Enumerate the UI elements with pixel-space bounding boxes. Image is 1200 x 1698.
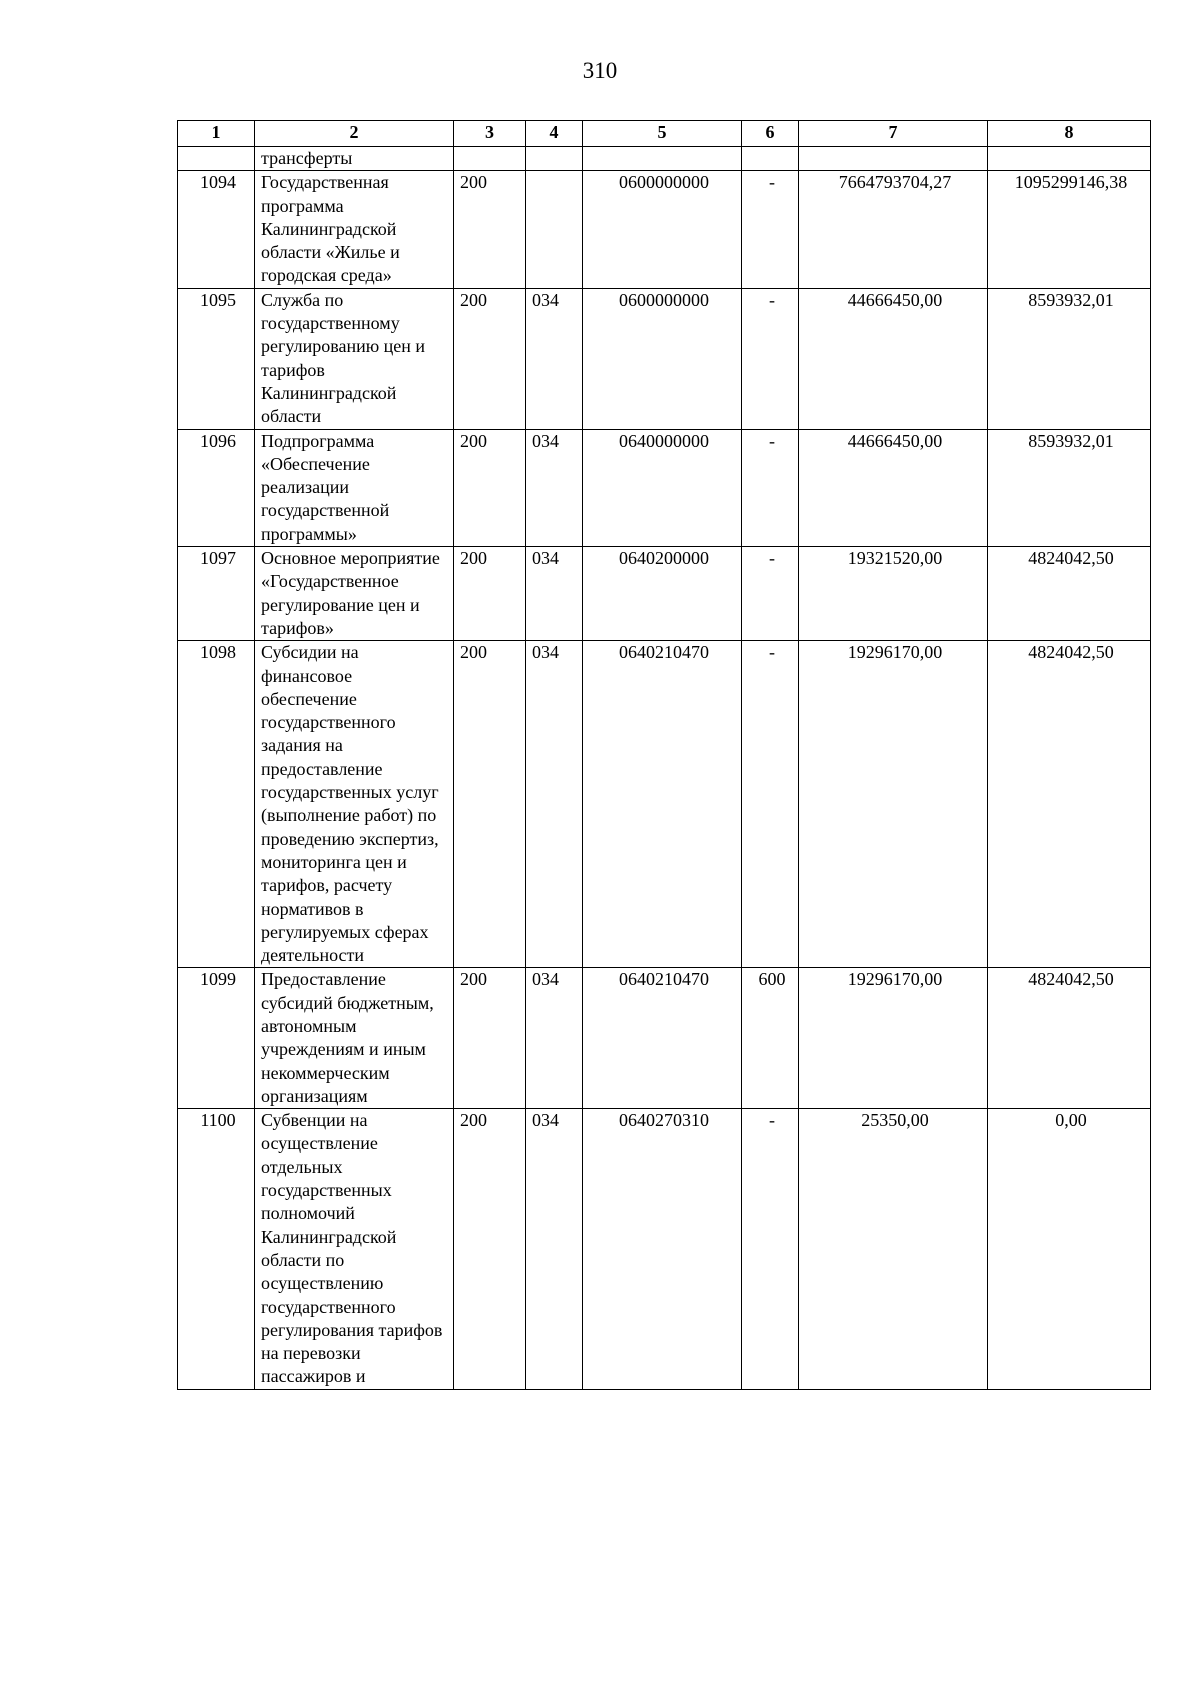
budget-table (177, 120, 1151, 1390)
item-name: Государственная программа Калининградской области «Жилье и городская среда» (255, 171, 454, 288)
amount-col7: 19321520,00 (799, 547, 988, 641)
code-col3: 200 (454, 641, 526, 968)
code-col4 (526, 171, 583, 288)
header-row (178, 121, 1151, 147)
expense-type: - (742, 429, 799, 546)
target-code: 0640210470 (583, 641, 742, 968)
amount-col7: 19296170,00 (799, 968, 988, 1109)
header-cell: 3 (454, 121, 526, 147)
item-name: Предоставление субсидий бюджетным, автономным учреждениям и иным некоммерческим организациям (255, 968, 454, 1109)
amount-col8: 8593932,01 (988, 429, 1151, 546)
row-number: 1094 (178, 171, 255, 288)
continuation-text: трансферты (255, 147, 454, 171)
amount-col8: 1095299146,38 (988, 171, 1151, 288)
item-name: Подпрограмма «Обеспечение реализации государственной программы» (255, 429, 454, 546)
expense-type: - (742, 288, 799, 429)
code-col3: 200 (454, 171, 526, 288)
row-number: 1099 (178, 968, 255, 1109)
amount-col8: 4824042,50 (988, 641, 1151, 968)
target-code: 0640210470 (583, 968, 742, 1109)
code-col4: 034 (526, 1109, 583, 1390)
amount-col7: 19296170,00 (799, 641, 988, 968)
target-code: 0600000000 (583, 288, 742, 429)
target-code: 0640200000 (583, 547, 742, 641)
amount-col8: 4824042,50 (988, 968, 1151, 1109)
code-col3: 200 (454, 1109, 526, 1390)
item-name: Субвенции на осуществление отдельных государственных полномочий Калининградской области по осуществлению государственного регулирования тарифов на перевозки пассажиров и (255, 1109, 454, 1390)
amount-col7: 7664793704,27 (799, 171, 988, 288)
header-cell: 1 (178, 121, 255, 147)
header-cell: 8 (988, 121, 1151, 147)
item-name: Субсидии на финансовое обеспечение государственного задания на предоставление государственных услуг (выполнение работ) по проведению экспертиз, мониторинга цен и тарифов, расчету нормативов в регулируемых сферах деятельности (255, 641, 454, 968)
target-code: 0640270310 (583, 1109, 742, 1390)
expense-type: - (742, 171, 799, 288)
code-col4: 034 (526, 288, 583, 429)
table-row (178, 547, 1151, 641)
amount-col8: 4824042,50 (988, 547, 1151, 641)
header-cell: 4 (526, 121, 583, 147)
table-row (178, 288, 1151, 429)
code-col4: 034 (526, 547, 583, 641)
table-row (178, 171, 1151, 288)
cell-empty (454, 147, 526, 171)
table-row (178, 429, 1151, 546)
header-cell: 2 (255, 121, 454, 147)
code-col4: 034 (526, 429, 583, 546)
header-cell: 7 (799, 121, 988, 147)
amount-col8: 8593932,01 (988, 288, 1151, 429)
expense-type: 600 (742, 968, 799, 1109)
cell-empty (988, 147, 1151, 171)
amount-col8: 0,00 (988, 1109, 1151, 1390)
table-row (178, 641, 1151, 968)
row-number: 1097 (178, 547, 255, 641)
code-col3: 200 (454, 968, 526, 1109)
cell-empty (799, 147, 988, 171)
item-name: Основное мероприятие «Государственное регулирование цен и тарифов» (255, 547, 454, 641)
amount-col7: 44666450,00 (799, 429, 988, 546)
item-name: Служба по государственному регулированию цен и тарифов Калининградской области (255, 288, 454, 429)
target-code: 0640000000 (583, 429, 742, 546)
row-number: 1100 (178, 1109, 255, 1390)
cell-empty (526, 147, 583, 171)
continuation-row (178, 147, 1151, 171)
cell-empty (583, 147, 742, 171)
header-cell: 5 (583, 121, 742, 147)
amount-col7: 25350,00 (799, 1109, 988, 1390)
expense-type: - (742, 547, 799, 641)
code-col3: 200 (454, 429, 526, 546)
table-row (178, 1109, 1151, 1390)
page-number: 310 (582, 58, 618, 83)
header-cell: 6 (742, 121, 799, 147)
row-number: 1098 (178, 641, 255, 968)
code-col4: 034 (526, 968, 583, 1109)
table-row (178, 968, 1151, 1109)
target-code: 0600000000 (583, 171, 742, 288)
table-body (178, 121, 1151, 1390)
row-number: 1095 (178, 288, 255, 429)
cell-empty (742, 147, 799, 171)
expense-type: - (742, 641, 799, 968)
cell-empty (178, 147, 255, 171)
expense-type: - (742, 1109, 799, 1390)
row-number: 1096 (178, 429, 255, 546)
amount-col7: 44666450,00 (799, 288, 988, 429)
code-col3: 200 (454, 547, 526, 641)
code-col3: 200 (454, 288, 526, 429)
code-col4: 034 (526, 641, 583, 968)
